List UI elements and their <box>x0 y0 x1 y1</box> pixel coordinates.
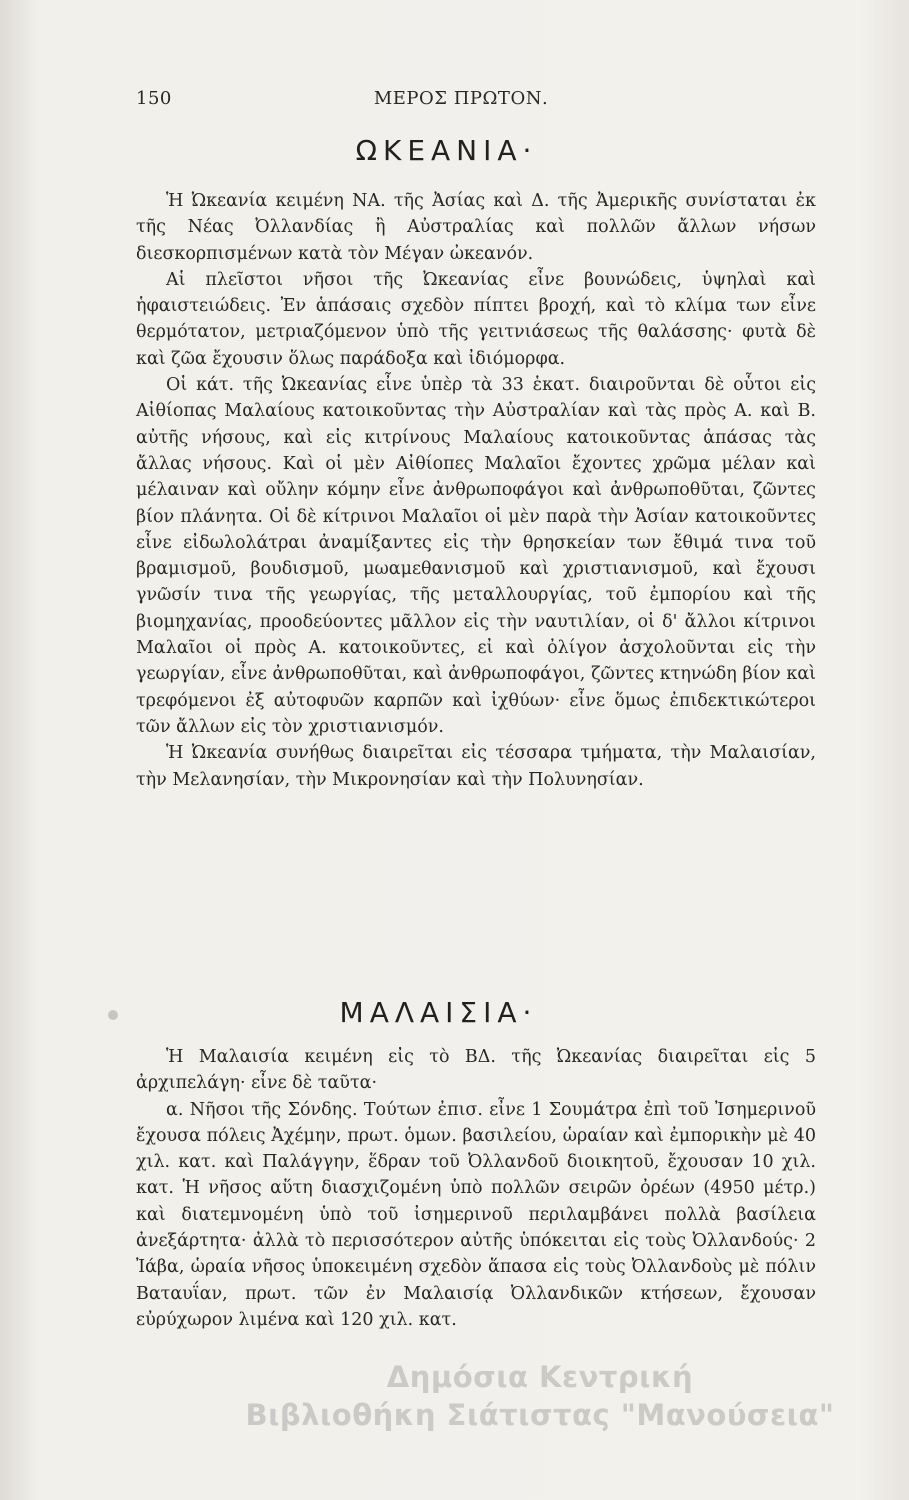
library-watermark <box>200 1358 880 1434</box>
watermark-line: Βιβλιοθήκη Σιάτιστας "Μανούσεια" <box>245 1398 835 1432</box>
section-title-malaysia: ΜΑΛΑΙΣΙΑ· <box>339 996 538 1029</box>
section-body-oceania <box>136 188 816 793</box>
section-title-oceania: ΩΚΕΑΝΙΑ· <box>355 134 538 167</box>
paragraph: Οἱ κάτ. τῆς Ὠκεανίας εἶνε ὑπὲρ τὰ 33 ἑκατ. διαιροῦνται δὲ οὗτοι εἰς Αἰθίοπας Μαλαίους κατοικοῦντας τὴν Αὐστραλίαν καὶ τὰς πρὸς Α. καὶ Β. αὐτῆς νήσους, καὶ εἰς κιτρίνους Μαλαίους κατοικοῦντας ἁπάσας τὰς ἄλλας νήσους. Καὶ οἱ μὲν Αἰθίοπες Μαλαῖοι ἔχοντες χρῶμα μέλαν καὶ μέλαιναν καὶ οὔλην κόμην εἶνε ἀνθρωποφάγοι καὶ ἀνθρωποθῦται, ζῶντες βίον πλάνητα. Οἱ δὲ κίτρινοι Μαλαῖοι οἱ μὲν παρὰ τὴν Ἀσίαν κατοικοῦντες εἶνε εἰδωλολάτραι ἀναμίξαντες εἰς τὴν θρησκείαν των ἔθιμά τινα τοῦ βραμισμοῦ, βουδισμοῦ, μωαμεθανισμοῦ καὶ χριστιανισμοῦ, καὶ ἔχουσι γνῶσίν τινα τῆς γεωργίας, τῆς μεταλλουργίας, τοῦ ἐμπορίου καὶ τῆς βιομηχανίας, προοδεύοντες μᾶλλον εἰς τὴν ναυτιλίαν, οἱ δ' ἄλλοι κίτρινοι Μαλαῖοι οἱ πρὸς Α. κατοικοῦντες, εἰ καὶ ὀλίγον ἀσχολοῦνται εἰς τὴν γεωργίαν, εἶνε ἀνθρωποθῦται, καὶ ἀνθρωποφάγοι, ζῶντες κτηνώδη βίον καὶ τρεφόμενοι ἐξ αὐτοφυῶν καρπῶν καὶ ἰχθύων· εἶνε ὅμως ἐπιδεκτικώτεροι τῶν ἄλλων εἰς τὸν χριστιανισμόν. <box>136 375 816 737</box>
page-header <box>136 88 786 114</box>
page-number: 150 <box>136 88 172 109</box>
paragraph: α. Νῆσοι τῆς Σόνδης. Τούτων ἐπισ. εἶνε 1 Σουμάτρα ἐπὶ τοῦ Ἰσημερινοῦ ἔχουσα πόλεις Ἀχέμην, πρωτ. ὁμων. βασιλείου, ὡραίαν καὶ ἐμπορικὴν μὲ 40 χιλ. κατ. καὶ Παλάγγην, ἕδραν τοῦ Ὀλλανδοῦ διοικητοῦ, ἔχουσαν 10 χιλ. κατ. Ἡ νῆσος αὕτη διασχιζομένη ὑπὸ πολλῶν σειρῶν ὀρέων (4950 μέτρ.) καὶ διατεμνομένη ὑπὸ τοῦ ἰσημερινοῦ περιλαμβάνει πολλὰ βασίλεια ἀνεξάρτητα· ἀλλὰ τὸ περισσότερον αὐτῆς ὑπόκειται εἰς τοὺς Ὀλλανδούς· 2 Ἰάβα, ὡραία νῆσος ὑποκειμένη σχεδὸν ἅπασα εἰς τοὺς Ὀλλανδοὺς μὲ πόλιν Βαταυΐαν, πρωτ. τῶν ἐν Μαλαισίᾳ Ὀλλανδικῶν κτήσεων, ἔχουσαν εὐρύχωρον λιμένα καὶ 120 χιλ. κατ. <box>136 1099 816 1330</box>
paragraph: Ἡ Ὠκεανία κειμένη ΝΑ. τῆς Ἀσίας καὶ Δ. τῆς Ἀμερικῆς συνίσταται ἐκ τῆς Νέας Ὀλλανδίας ἢ Αὐστραλίας καὶ πολλῶν ἄλλων νήσων διεσκορπισμένων κατὰ τὸν Μέγαν ὠκεανόν. <box>136 191 816 264</box>
paragraph: Ἡ Ὠκεανία συνήθως διαιρεῖται εἰς τέσσαρα τμήματα, τὴν Μαλαισίαν, τὴν Μελανησίαν, τὴν Μικρονησίαν καὶ τὴν Πολυνησίαν. <box>136 743 816 790</box>
section-body-malaysia <box>136 1044 816 1333</box>
paragraph: Ἡ Μαλαισία κειμένη εἰς τὸ ΒΔ. τῆς Ὠκεανίας διαιρεῖται εἰς 5 ἀρχιπελάγη· εἶνε δὲ ταῦτα· <box>136 1047 816 1094</box>
running-head: ΜΕΡΟΣ ΠΡΩΤΟΝ. <box>373 88 549 109</box>
watermark-line: Δημόσια Κεντρική <box>386 1360 694 1394</box>
paragraph: Αἱ πλεῖστοι νῆσοι τῆς Ὠκεανίας εἶνε βουνώδεις, ὑψηλαὶ καὶ ἡφαιστειώδεις. Ἐν ἁπάσαις σχεδὸν πίπτει βροχή, καὶ τὸ κλίμα των εἶνε θερμότατον, μετριαζόμενον ὑπὸ τῆς γειτνιάσεως τῆς θαλάσσης· φυτὰ δὲ καὶ ζῶα ἔχουσιν ὅλως παράδοξα καὶ ἰδιόμορφα. <box>136 269 816 369</box>
